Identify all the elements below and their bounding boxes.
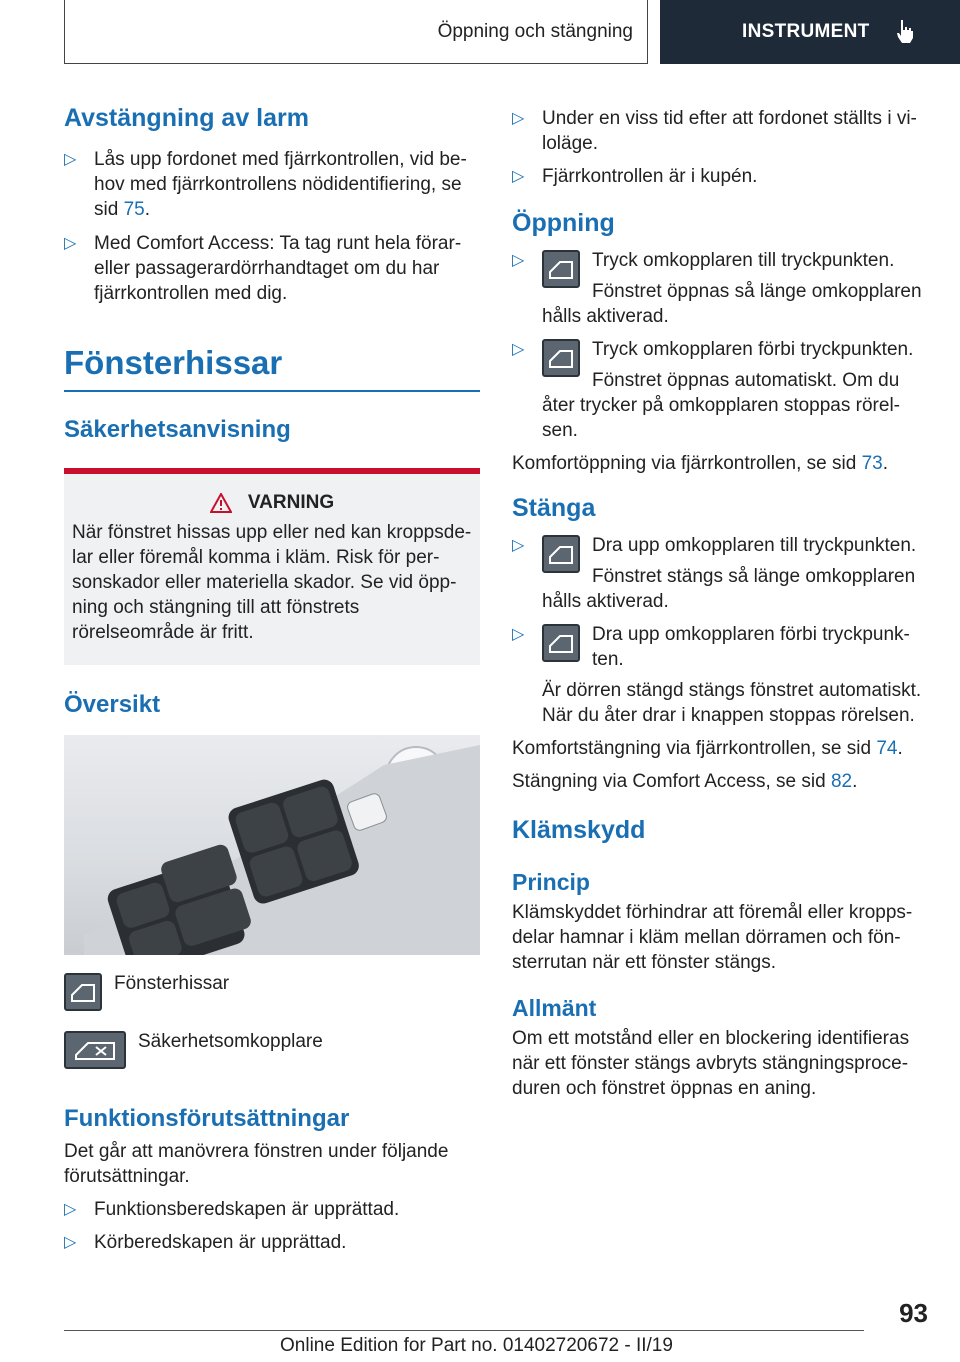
opening-heading: Öppning bbox=[512, 209, 615, 237]
window-switch-icon bbox=[542, 250, 580, 288]
func-heading: Funktionsförutsättningar bbox=[64, 1105, 350, 1132]
left-column bbox=[64, 96, 480, 1255]
closing-heading: Stänga bbox=[512, 494, 596, 522]
general-heading: Allmänt bbox=[512, 995, 597, 1021]
chapter-label: INSTRUMENT bbox=[742, 21, 870, 42]
bullet-icon: ▷ bbox=[512, 537, 525, 554]
warning-box bbox=[64, 468, 480, 665]
list-item: ▷ Funktionsberedskapen är upprättad. bbox=[64, 1199, 400, 1220]
right-column bbox=[512, 106, 928, 1101]
bullet-icon: ▷ bbox=[64, 1234, 77, 1251]
footer-rule bbox=[64, 1330, 864, 1331]
window-switch-panel-image bbox=[64, 735, 480, 955]
safety-switch-icon bbox=[64, 1031, 126, 1069]
page-link[interactable]: 73 bbox=[861, 453, 883, 474]
pinch-heading: Klämskydd bbox=[512, 816, 646, 844]
principle-heading: Princip bbox=[512, 869, 590, 895]
bullet-icon: ▷ bbox=[512, 341, 525, 358]
page-number: 93 bbox=[899, 1298, 928, 1328]
window-switch-icon bbox=[542, 339, 580, 377]
bullet-icon: ▷ bbox=[512, 110, 525, 127]
safety-heading: Säkerhetsanvisning bbox=[64, 416, 291, 443]
bullet-icon: ▷ bbox=[64, 1201, 77, 1218]
list-item: ▷ Fjärrkontrollen är i kupén. bbox=[512, 166, 758, 187]
list-item: ▷ Tryck omkopplaren förbi tryckpunkten. Fönstret öppnas automatiskt. Om du åter trycker på omkopplaren stoppas rörel-sen. bbox=[512, 339, 914, 441]
page-link[interactable]: 75 bbox=[123, 199, 145, 220]
page-link[interactable]: 74 bbox=[876, 738, 898, 759]
window-switch-photo bbox=[64, 735, 480, 955]
heading-rule bbox=[64, 390, 480, 392]
list-item: ▷ Dra upp omkopplaren till tryckpunkten. Fönstret stängs så länge omkopplaren hålls aktiverad. bbox=[512, 535, 917, 612]
list-item: ▷ Lås upp fordonet med fjärrkontrollen, vid be-hov med fjärrkontrollens nödidentifiering, se sid 75. bbox=[64, 149, 467, 220]
page-link[interactable]: 82 bbox=[830, 771, 853, 792]
comfort-closing-text: Komfortstängning via fjärrkontrollen, se sid 74. bbox=[512, 738, 903, 759]
windows-heading: Fönsterhissar bbox=[64, 344, 283, 381]
list-item: ▷ Under en viss tid efter att fordonet ställts i vi-loläge. bbox=[512, 108, 917, 154]
warning-title: VARNING bbox=[72, 492, 472, 514]
legend-item: Säkerhetsomkopplare bbox=[64, 1031, 480, 1069]
window-switch-icon bbox=[542, 535, 580, 573]
warning-triangle-icon bbox=[210, 493, 232, 513]
list-item: ▷ Körberedskapen är upprättad. bbox=[64, 1232, 347, 1253]
footer-edition: Online Edition for Part no. 01402720672 - II/19 bbox=[280, 1335, 673, 1356]
legend-item: Fönsterhissar bbox=[64, 973, 480, 1011]
bullet-icon: ▷ bbox=[512, 626, 525, 643]
chapter-tab[interactable] bbox=[660, 0, 960, 64]
overview-heading: Översikt bbox=[64, 691, 161, 718]
list-item: ▷ Dra upp omkopplaren förbi tryckpunk-ten. Är dörren stängd stängs fönstret automatiskt. När du åter drar i knappen stoppas rörelsen. bbox=[512, 624, 922, 726]
comfort-opening-text: Komfortöppning via fjärrkontrollen, se sid 73. bbox=[512, 453, 888, 474]
hand-pointer-icon bbox=[892, 18, 920, 46]
bullet-icon: ▷ bbox=[512, 252, 525, 269]
principle-text: Klämskyddet förhindrar att föremål eller kropps-delar hamnar i kläm mellan dörramen och fön-sterrutan när ett fönster stängs. bbox=[512, 902, 913, 973]
list-item: ▷ Tryck omkopplaren till tryckpunkten. Fönstret öppnas så länge omkopplaren hålls aktiverad. bbox=[512, 250, 922, 327]
bullet-icon: ▷ bbox=[64, 235, 77, 252]
window-switch-icon bbox=[64, 973, 102, 1011]
bullet-icon: ▷ bbox=[64, 151, 77, 168]
list-item: ▷ Med Comfort Access: Ta tag runt hela förar-eller passagerardörrhandtaget om du har fjärrkontrollen med dig. bbox=[64, 233, 462, 304]
window-switch-icon bbox=[542, 624, 580, 662]
bullet-icon: ▷ bbox=[512, 168, 525, 185]
section-title: Öppning och stängning bbox=[437, 20, 633, 42]
general-text: Om ett motstånd eller en blockering identifieras när ett fönster stängs avbryts stängningsproce-duren och fönstret öppnas en aning. bbox=[512, 1028, 910, 1099]
func-intro: Det går att manövrera fönstren under följande förutsättningar. bbox=[64, 1141, 449, 1187]
alarm-heading: Avstängning av larm bbox=[64, 104, 309, 132]
warning-text: När fönstret hissas upp eller ned kan kroppsde-lar eller föremål komma i kläm. Risk för per-sonskador eller materiella skador. Se vid öpp-ning och stängning till att fönstrets rörelseområde är fritt. bbox=[72, 522, 472, 643]
header-section bbox=[64, 0, 648, 64]
comfort-access-text: Stängning via Comfort Access, se sid 82. bbox=[512, 771, 858, 792]
